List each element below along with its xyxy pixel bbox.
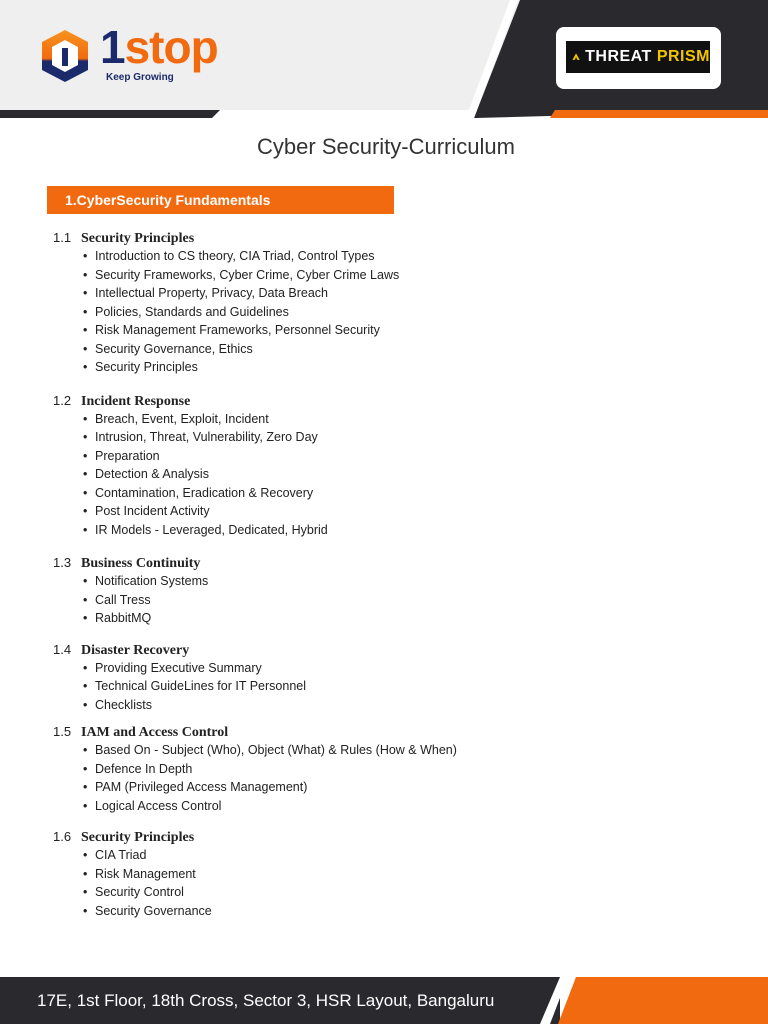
bullet-icon: • xyxy=(83,574,88,588)
topic-text: Introduction to CS theory, CIA Triad, Control Types xyxy=(95,249,375,263)
topic-text: Intellectual Property, Privacy, Data Breach xyxy=(95,286,328,300)
list-item xyxy=(83,696,733,715)
bullet-icon: • xyxy=(83,504,88,518)
section-header xyxy=(53,229,733,247)
list-item xyxy=(83,340,733,359)
section-title: Business Continuity xyxy=(81,556,201,571)
list-item xyxy=(83,865,733,884)
bullet-icon: • xyxy=(83,611,88,625)
list-item xyxy=(83,846,733,865)
list-item xyxy=(83,321,733,340)
list-item xyxy=(83,591,733,610)
list-item xyxy=(83,484,733,503)
topic-text: Risk Management Frameworks, Personnel Security xyxy=(95,323,380,337)
topic-text: CIA Triad xyxy=(95,848,147,862)
section-title: Security Principles xyxy=(81,830,195,845)
bullet-icon: • xyxy=(83,780,88,794)
list-item xyxy=(83,797,733,816)
list-item xyxy=(83,266,733,285)
bullet-icon: • xyxy=(83,249,88,263)
topic-text: Technical GuideLines for IT Personnel xyxy=(95,679,306,693)
bullet-icon: • xyxy=(83,866,88,881)
curriculum-section xyxy=(53,641,733,715)
section-title: Incident Response xyxy=(81,393,191,409)
list-item xyxy=(83,883,733,902)
list-item xyxy=(83,760,733,779)
bullet-icon: • xyxy=(83,798,88,813)
topic-text: Providing Executive Summary xyxy=(95,660,262,675)
topic-text: Logical Access Control xyxy=(95,798,222,813)
bullet-icon: • xyxy=(83,485,88,500)
list-item xyxy=(83,677,733,696)
bullet-icon: • xyxy=(83,360,88,374)
bullet-icon: • xyxy=(83,467,88,481)
curriculum-section xyxy=(53,828,733,920)
bullet-icon: • xyxy=(83,411,88,426)
topic-list xyxy=(83,410,733,540)
topic-text: Preparation xyxy=(95,448,160,463)
page-title: Cyber Security-Curriculum xyxy=(257,134,515,159)
topic-list xyxy=(83,572,733,628)
topic-text: Detection & Analysis xyxy=(95,467,209,481)
1stop-logo-icon xyxy=(40,30,90,82)
logo-tagline: Keep Growing xyxy=(106,72,174,83)
prism-icon xyxy=(572,47,580,67)
list-item xyxy=(83,284,733,303)
bullet-icon: • xyxy=(83,448,88,463)
topic-list xyxy=(83,247,733,377)
bullet-icon: • xyxy=(83,522,88,537)
bullet-icon: • xyxy=(83,660,88,675)
list-item xyxy=(83,609,733,628)
topic-text: Notification Systems xyxy=(95,574,209,588)
list-item xyxy=(83,572,733,591)
section-number: 1.2 xyxy=(53,392,72,408)
curriculum-section xyxy=(53,392,733,540)
section-number: 1.4 xyxy=(53,641,72,657)
bullet-icon: • xyxy=(83,304,88,319)
bullet-icon: • xyxy=(83,761,88,776)
footer-address: 17E, 1st Floor, 18th Cross, Sector 3, HSR Layout, Bangaluru xyxy=(37,991,495,1010)
list-item xyxy=(83,659,733,678)
topic-text: Risk Management xyxy=(95,866,196,881)
bullet-icon: • xyxy=(83,323,88,337)
section-header xyxy=(53,641,733,659)
bullet-icon: • xyxy=(83,267,88,282)
topic-text: Checklists xyxy=(95,697,152,712)
section-number: 1.5 xyxy=(53,724,72,739)
section-title: IAM and Access Control xyxy=(81,725,229,740)
threat-prism-logo: THREAT PRISM xyxy=(566,41,710,73)
bullet-icon: • xyxy=(83,743,88,757)
bullet-icon: • xyxy=(83,848,88,862)
bullet-icon: • xyxy=(83,430,88,444)
curriculum-section xyxy=(53,723,733,815)
topic-text: RabbitMQ xyxy=(95,611,152,625)
bullet-icon: • xyxy=(83,679,88,693)
topic-text: Security Frameworks, Cyber Crime, Cyber Crime Laws xyxy=(95,267,400,282)
topic-text: Post Incident Activity xyxy=(95,504,210,518)
list-item xyxy=(83,465,733,484)
topic-text: Defence In Depth xyxy=(95,761,193,776)
list-item xyxy=(83,502,733,521)
footer-accent xyxy=(540,977,768,1024)
topic-list xyxy=(83,846,733,920)
topic-text: IR Models - Leveraged, Dedicated, Hybrid xyxy=(95,522,328,537)
topic-text: Call Tress xyxy=(95,592,151,607)
topic-text: Intrusion, Threat, Vulnerability, Zero Day xyxy=(95,430,318,444)
section-header xyxy=(53,392,733,410)
topic-text: PAM (Privileged Access Management) xyxy=(95,780,308,794)
bullet-icon: • xyxy=(83,903,88,918)
section-title: Security Principles xyxy=(81,231,195,246)
list-item xyxy=(83,358,733,377)
section-title: Disaster Recovery xyxy=(81,642,190,658)
section-header xyxy=(53,828,733,846)
curriculum-section xyxy=(53,554,733,628)
curriculum-sections xyxy=(53,229,733,920)
list-item xyxy=(83,303,733,322)
section-header xyxy=(53,723,733,741)
list-item xyxy=(83,447,733,466)
section-header xyxy=(53,554,733,572)
list-item xyxy=(83,428,733,447)
topic-text: Based On - Subject (Who), Object (What) & Rules (How & When) xyxy=(95,743,457,757)
topic-text: Breach, Event, Exploit, Incident xyxy=(95,411,269,426)
list-item xyxy=(83,410,733,429)
bullet-icon: • xyxy=(83,592,88,607)
list-item xyxy=(83,902,733,921)
bullet-icon: • xyxy=(83,286,88,300)
bullet-icon: • xyxy=(83,885,88,899)
section-number: 1.6 xyxy=(53,829,72,844)
topic-text: Security Control xyxy=(95,885,184,899)
section-number: 1.1 xyxy=(53,230,72,245)
topic-text: Security Principles xyxy=(95,360,198,374)
bullet-icon: • xyxy=(83,341,88,356)
list-item xyxy=(83,741,733,760)
topic-text: Security Governance, Ethics xyxy=(95,341,253,356)
list-item xyxy=(83,521,733,540)
section-number: 1.3 xyxy=(53,555,72,570)
module-banner: 1.CyberSecurity Fundamentals xyxy=(47,186,394,214)
1stop-logo: 1stop xyxy=(100,21,218,73)
bullet-icon: • xyxy=(83,697,88,712)
list-item xyxy=(83,778,733,797)
topic-text: Contamination, Eradication & Recovery xyxy=(95,485,314,500)
topic-text: Security Governance xyxy=(95,903,212,918)
topic-list xyxy=(83,659,733,715)
curriculum-section xyxy=(53,229,733,377)
topic-list xyxy=(83,741,733,815)
list-item xyxy=(83,247,733,266)
topic-text: Policies, Standards and Guidelines xyxy=(95,304,289,319)
